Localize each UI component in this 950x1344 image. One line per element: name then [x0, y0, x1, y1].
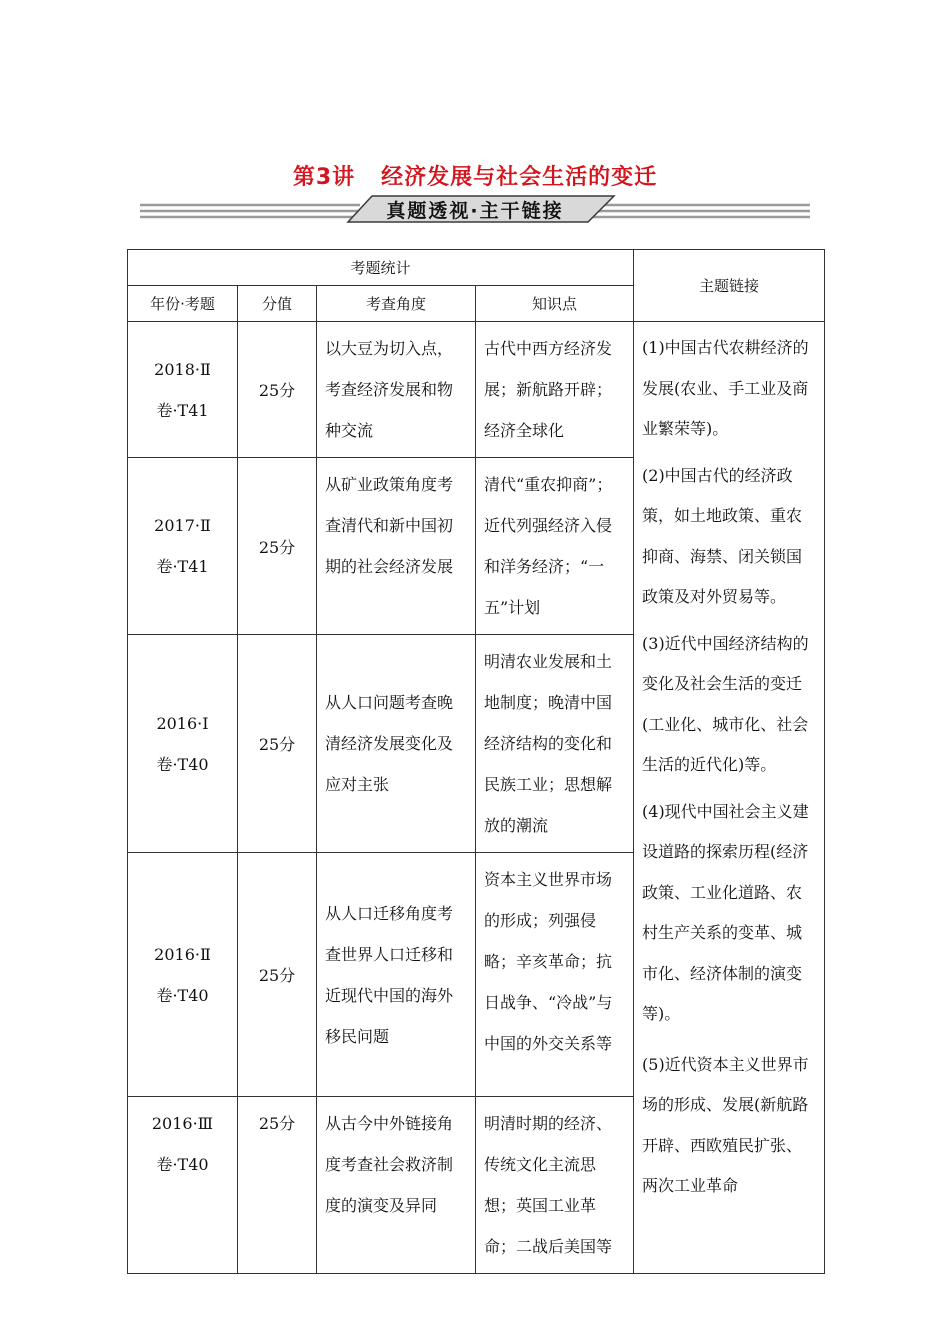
angle-cell: 以大豆为切入点，考查经济发展和物种交流 — [317, 322, 476, 458]
exam-cell — [128, 635, 238, 853]
exam-cell — [128, 458, 238, 635]
angle-cell: 从古今中外链接角度考查社会救济制度的演变及异同 — [317, 1097, 476, 1274]
knowledge-cell: 资本主义世界市场的形成；列强侵略；辛亥革命；抗日战争、“冷战”与中国的外交关系等 — [476, 853, 634, 1097]
column-header-knowledge: 知识点 — [476, 286, 634, 322]
exam-year: 2018·Ⅱ — [154, 359, 211, 379]
knowledge-cell: 明清时期的经济、传统文化主流思想；英国工业革命；二战后美国等 — [476, 1097, 634, 1274]
topic-link: (3)近代中国经济结构的变化及社会生活的变迁(工业化、城市化、社会生活的近代化)等。 — [642, 633, 809, 774]
score-cell: 25分 — [238, 853, 317, 1097]
exam-statistics-table — [127, 249, 825, 1274]
knowledge-cell: 古代中西方经济发展；新航路开辟；经济全球化 — [476, 322, 634, 458]
lesson-number: 第3讲 — [292, 165, 356, 190]
exam-question: 卷·T40 — [156, 1155, 209, 1174]
score-cell: 25分 — [238, 458, 317, 635]
group-header: 考题统计 — [128, 250, 634, 286]
topic-link: (4)现代中国社会主义建设道路的探索历程(经济政策、工业化道路、农村生产关系的变革、城市化、经济体制的演变等)。 — [642, 801, 809, 1023]
page-title — [0, 160, 950, 191]
column-header-exam: 年份·考题 — [128, 286, 238, 322]
exam-year: 2017·Ⅱ — [154, 516, 211, 535]
lesson-name: 经济发展与社会生活的变迁 — [381, 165, 658, 190]
topic-links-cell — [634, 322, 825, 1274]
exam-year: 2016·Ⅰ — [156, 713, 209, 733]
angle-cell: 从人口问题考查晚清经济发展变化及应对主张 — [317, 635, 476, 853]
topic-link: (2)中国古代的经济政策，如土地政策、重农抑商、海禁、闭关锁国政策及对外贸易等。 — [642, 465, 803, 606]
score-cell: 25分 — [238, 322, 317, 458]
column-header-angle: 考查角度 — [317, 286, 476, 322]
exam-cell — [128, 1097, 238, 1274]
topic-header: 主题链接 — [634, 250, 825, 322]
exam-year: 2016·Ⅱ — [154, 944, 211, 964]
group-header-row — [128, 250, 825, 286]
table-row — [128, 322, 825, 458]
knowledge-cell: 清代“重农抑商”；近代列强经济入侵和洋务经济；“一五”计划 — [476, 458, 634, 635]
exam-question: 卷·T41 — [156, 400, 209, 420]
angle-cell: 从矿业政策角度考查清代和新中国初期的社会经济发展 — [317, 458, 476, 635]
exam-cell — [128, 853, 238, 1097]
banner-label: 真题透视·主干链接 — [386, 200, 564, 222]
score-cell: 25分 — [238, 1097, 317, 1274]
exam-question: 卷·T40 — [156, 985, 209, 1005]
exam-question: 卷·T40 — [156, 754, 209, 774]
knowledge-cell: 明清农业发展和土地制度；晚清中国经济结构的变化和民族工业；思想解放的潮流 — [476, 635, 634, 853]
exam-year: 2016·Ⅲ — [151, 1114, 214, 1133]
exam-cell — [128, 322, 238, 458]
exam-question: 卷·T41 — [156, 557, 209, 576]
topic-link: (5)近代资本主义世界市场的形成、发展(新航路开辟、西欧殖民扩张、两次工业革命 — [642, 1054, 809, 1195]
column-header-score: 分值 — [238, 286, 317, 322]
angle-cell: 从人口迁移角度考查世界人口迁移和近现代中国的海外移民问题 — [317, 853, 476, 1097]
topic-link: (1)中国古代农耕经济的发展(农业、手工业及商业繁荣等)。 — [642, 338, 809, 438]
score-cell: 25分 — [238, 635, 317, 853]
